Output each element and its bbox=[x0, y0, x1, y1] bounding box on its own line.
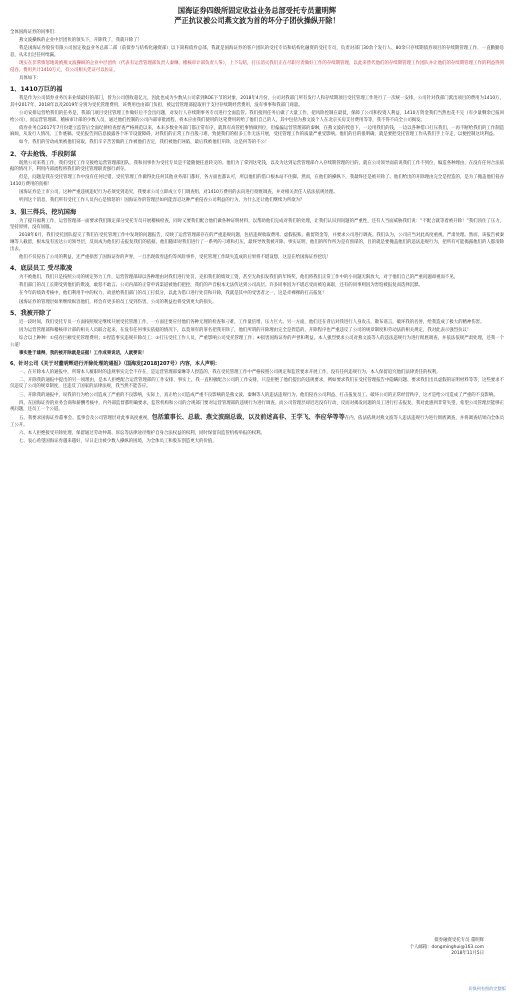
signature-name: 债券融资受托专员 董明辉 bbox=[434, 938, 484, 943]
intro-paragraph: 燕文波操纵的企业中层团伙的领头下，开除我了，我就开除了！ bbox=[19, 38, 142, 44]
intro-paragraph: 现实在非常愤怒地说被燕文波操纵的企业中层团伙（代表有运营管理部负责人秦琳、稽核审计部负责人筝），上下勾结，打压消灭我们正在尽职尽责做好工作的存续期管理，以此来替代他们的存续期管理工作团队并让他们的存续期管理工作的利益得到侵吞。费用共计1410万元，有公司相关凭证可以佐证。 bbox=[10, 61, 504, 73]
section-6-demand-names: 包括董事长、总裁、燕文波副总裁，以及前述高非、王学飞、李应华等等 bbox=[151, 414, 345, 422]
section-6-paragraph: 一、在开除本人的通报中，所谓本人履职时的违规事实完全不存在，是运营管理部秦琳等人捏造的，我在受托管理工作中严格按照公司规定和监管要求开展工作，没有任何违规行为，本人保留追究他们法律责任的权利。 bbox=[19, 369, 441, 375]
section-1-paragraph: 如今，我们的劳动成果被他们窃取，我们辛辛苦苦做的工作被他们否定，我们被他们诬陷，最后我被他们开除，这是何等的不公！ bbox=[19, 140, 270, 146]
section-6-paragraph: 七、衷心希望国海证券越来越好，早日走出被少数人操纵的困境，为全体员工和股东创造更大的价值。 bbox=[19, 439, 217, 445]
section-2-paragraph: 但是，问题是我在受托管理工作中没有任何过错，受托管理工作做得比任何其他业务部门都好，各方面也都认可，所以他们的借口根本站不住脚。然而，在他们的操纵下，我最终还是被开除了。他们给出的开除理由完全是捏造的，是为了掩盖他们侵吞1410万费用的真相！ bbox=[10, 175, 504, 188]
section-6-demand-paragraph bbox=[10, 415, 504, 429]
section-2-paragraph: 听到这个消息，我们所有受托工作人员内心是愤怒的！国海证券的管理层如何能容忍这种严重侵吞公司利益的行为，为什么还让他们继续为所欲为？ bbox=[19, 198, 305, 204]
section-5-title: 5、我被开除了 bbox=[10, 309, 52, 317]
signature-block bbox=[410, 938, 484, 958]
section-6-paragraph: 六、本人拒绝接受开除处理，保留通过劳动仲裁、诉讼等法律途径维护自身合法权益的权利，同时保留向监管机构举报的权利。 bbox=[19, 431, 265, 437]
section-3-paragraph: 为了提升福利工作，运营管理部一面要求我们限定部分受托专员开展稽核检查，同时又要我们配合他们做各种证明材料，以帮助他们完成对我们的处理，让我们认识到问题的严重性，还有人当面威胁我们说：“不配合就等着被开除！”我们顶住了压力，坚持原则，没有屈服。 bbox=[10, 218, 504, 231]
section-6-demand-tail: 在内，依法依规对燕文波等人违法违规行为进行彻底调查，并将调查结果向全体员工公开。 bbox=[10, 416, 504, 429]
section-4-paragraph: 在今年的绩效考核中，他们利用手中的权力，故意给我们部门的员工打低分，以此为借口进行处罚和开除，我就是其中的受害者之一，这是赤裸裸的打击报复！ bbox=[19, 291, 327, 297]
section-4-paragraph: 为不被他们，我们只是按照公司的规定努力工作，运营管理部却以各种理由对我们进行处罚，克扣我们的绩效工资，甚至无故扣发我们的年终奖，他们将我们正常工作中的小问题无限放大，对于他们自己的严重问题却视而不见。 bbox=[19, 274, 459, 280]
section-3-paragraph: 2018年6月，我们受托团队提交了我们在受托管理工作中发现的问题报告，反映了运营管理部存在的严重违规问题，包括违规收取费用、虚假报账、截留资金等，并要求公司进行调查。我们认为，公司应当对此高度重视，严肃处理。然而，该报告被秦琳等人截留，根本没有送达公司领导层，反而成为他们打击报复我们的依据，他们随即对我们进行了一系列的刁难和打压，最终导致我被开除。事实证明，他们的所作所为是有预谋的，目的就是要掩盖他们的违法违规行为，把所有可能揭露他们的人都清除出去。 bbox=[10, 233, 504, 252]
section-3-paragraph: 他们不仅侵吞了公司的利益，还严重损害了国海证券的声誉，一旦出现债券违约等风险事件，受托管理工作缺失造成的后果将不堪设想，这是在给国海证券挖坑！ bbox=[19, 254, 331, 260]
signature-date: 2018年11月5日 bbox=[451, 951, 484, 957]
section-1-title: 1、1410万巨的福 bbox=[10, 86, 63, 94]
section-6-paragraph: 三、开除我的通报中，说我的行为给公司造成了严重的不良影响，实际上，真正给公司造成严重不良影响的是燕文波、秦琳等人的违法违规行为，他们侵吞公司利益、打击报复员工、破坏公司的正常经营秩序，这才是给公司造成了严重的不良影响。 bbox=[19, 392, 498, 398]
section-2-title: 2、夺去抢钱、手段阴谋 bbox=[10, 150, 77, 158]
section-5-paragraph: 综合以上种种：①侵吞巨额受托管理费用；②捏造事实违规开除员工；③打压受托工作人员，严重影响公司受托管理工作；④损害国海证券的声誉和利益。本人强烈要求公司对燕文波等人的违法违规行为进行彻底调查，并依法依规严肃处理，还我一个公道！ bbox=[10, 336, 504, 348]
section-4-paragraph: 我们部门的员工长期受到他们的欺凌，敢怒不敢言。公司内部的正常申诉渠道被他们把控，我们的声音根本无法传达到公司高层。许多同事因为不堪忍受而被迫离职，还有的同事则因为害怕被报复而选择沉默。 bbox=[19, 283, 423, 289]
section-6-title: 6、针对公司《关于对董明辉进行开除处理的通报》（国海发[2018]207号）内容，本人声明： bbox=[10, 360, 220, 367]
signature-email: 个人邮箱：dongminghui@163.com bbox=[409, 944, 484, 950]
section-1-paragraph: 我是作为公司债券业务历来业绩最好的部门，曾为公司创收超亿元，因此也成为少数从公司拿到ROE下节的对象，2018年4月份，公司对我部门所有发行人和存续期项目受托管理工作进行了一次统一安排，公司针对我部门派出项目的费用为1410万，其中2017年、2018年以及2019年分别为受托管理费用，该费用也由部门负担，被运营管理部提取用于支付存续期经营费用，没有事事和我部门商量。 bbox=[10, 96, 504, 108]
section-6-paragraph: 二、开除我的通报中提出的另一项理由，是本人拒绝配合运营管理部的工作安排，事实上，我一直积极配合公司的工作安排，只是拒绝了他们提出的违规要求，例如要求我们在受托管理报告中隐瞒问题、要求我们出具虚假的证明材料等等，这些要求不仅违反了公司的规章制度，还违反了国家的法律法规，我当然不能答应。 bbox=[10, 377, 504, 390]
section-6-demand-lead: 五、我要求国海证券董事会、监事会及公司管理层对此事高度重视， bbox=[19, 416, 152, 422]
section-2-paragraph: 既然公司来我工作，我们受托工作交接给运营管理部团队，我和同事作为受托专员是不能随便任意转交的。他们为了拿到这笔钱，以及为达到运营管理部介入存续期管理的目的，就在公司领导面前说我们工作不到位，编造各种理由，在没有任何合法依据的情况下，利用内部流程将我们的受托管理职责强行剥夺。 bbox=[10, 160, 504, 173]
document-title-line-2: 严正抗议被公司燕文波为首的坏分子团伙操纵开除！ bbox=[174, 16, 340, 25]
section-5-bold-statement: 事实胜于雄辩，我的被开除就是证据！工作成果说话，人就要说！ bbox=[19, 350, 147, 356]
section-1-paragraph: 债券业务自2017年7月份建立监管后全面纪律检查督查严格规范以来，本来多数业务部门都正常有序，就算有高管把事情做到位，但偏偏运营管理部的秦琳，在燕文波的授意下，一边用我们的钱，一边以各种借口打压我们，一再不断给我们的工作制造麻烦，从发行人情况、工作底稿、受托报告到信息披露各个环节设置障碍，对我们的正常工作百般刁难，致使我们的很多工作无法开展，受托管理工作的质量严重受影响。他们的目的很明确，就是要把受托管理工作从我们手上夺走，以便控制这块利益。 bbox=[10, 125, 504, 138]
intro-paragraph: 具体如下： bbox=[19, 75, 41, 81]
section-6-paragraph: 四、在国海证券的业务会商和薪酬考核中，内外部监督都明确要求，监管机构和公司的合规部门要对运营管理部的违规行为进行调查，而公司管理层却迟迟没有行动，反而对揭发问题的员工进行打击报复，我对此感到非常失望，希望公司管理层能够正视问题，还员工一个公道。 bbox=[10, 400, 504, 413]
document-title-line-1: 国海证券四级所固定收益业务总部受托专员董明辉 bbox=[177, 6, 337, 15]
intro-paragraph: 我是国海证券股份有限公司固定收益业务总部二部（前债券与结构化融资部）以下简称债券总部，我就是国海证券的客户团队的受托专员和结构化融资的受托专员，负责对部门30余个发行人、80余只存续期债券项目的存续期管理工作，一直勤勤恳恳，从未出过任何纰漏。 bbox=[10, 46, 504, 58]
full-version-link[interactable]: 切换到有图的完整版 bbox=[468, 986, 506, 991]
section-1-paragraph: 公司安排运营给我们的任务是，我部门项目受托管理工作做好后不会出问题，对发行人存续期事务专员进行全面监管。我们接到任务后做了大量工作，把风险控制在最低，保障了公司和投资人利益，1410万资金我们当然也花不完（有少量剩余已报回给公司），而运营管理部、稽核审计部的少数人员，通过他们控制的公司内部审批流程，将本应由我们使用的这笔费用转给了他们自己的人，其中包括为燕文波个人在北京买房支付费用等等，我不得不向全公司揭发。 bbox=[10, 110, 504, 123]
section-2-paragraph: 国海证券是上市公司，这种严重违规违纪行为必须受到追究，我要求公司立即成立专门调查组，对1410万费用的去向进行彻底调查，并对相关责任人依法依规处理。 bbox=[19, 190, 338, 196]
greeting: 全体国海证券的同事们： bbox=[10, 30, 59, 35]
section-5-paragraph: 近一段时间，我们受托专员一方面按照规定继续开展受托管理工作，一方面还要应付他们各种无理的检查和刁难，工作量倍增，压力巨大。另一方面，他们还在背后对我进行人身攻击，散布谣言，破坏我的名誉，给我造成了极大的精神伤害。 bbox=[19, 319, 485, 325]
section-4-paragraph: 国海证券的管理层如果继续纵容他们，将会有更多的员工受到伤害，公司的利益也将受到更大的损失。 bbox=[19, 299, 217, 305]
section-4-title: 4、底层员工 受尽欺凌 bbox=[10, 264, 73, 272]
section-5-paragraph: 因为运营管理部和稽核审计部的相关人员联合起来，在没有任何事实依据的情况下，以莫须有的罪名把我开除了，他们所谓的开除理由完全是捏造的，开除程序也严重违反了公司的规章制度和劳动法的相关规定，我对此表示强烈抗议！ bbox=[19, 327, 472, 333]
section-3-title: 3、狙三得兵、挖坑国海 bbox=[10, 208, 77, 216]
